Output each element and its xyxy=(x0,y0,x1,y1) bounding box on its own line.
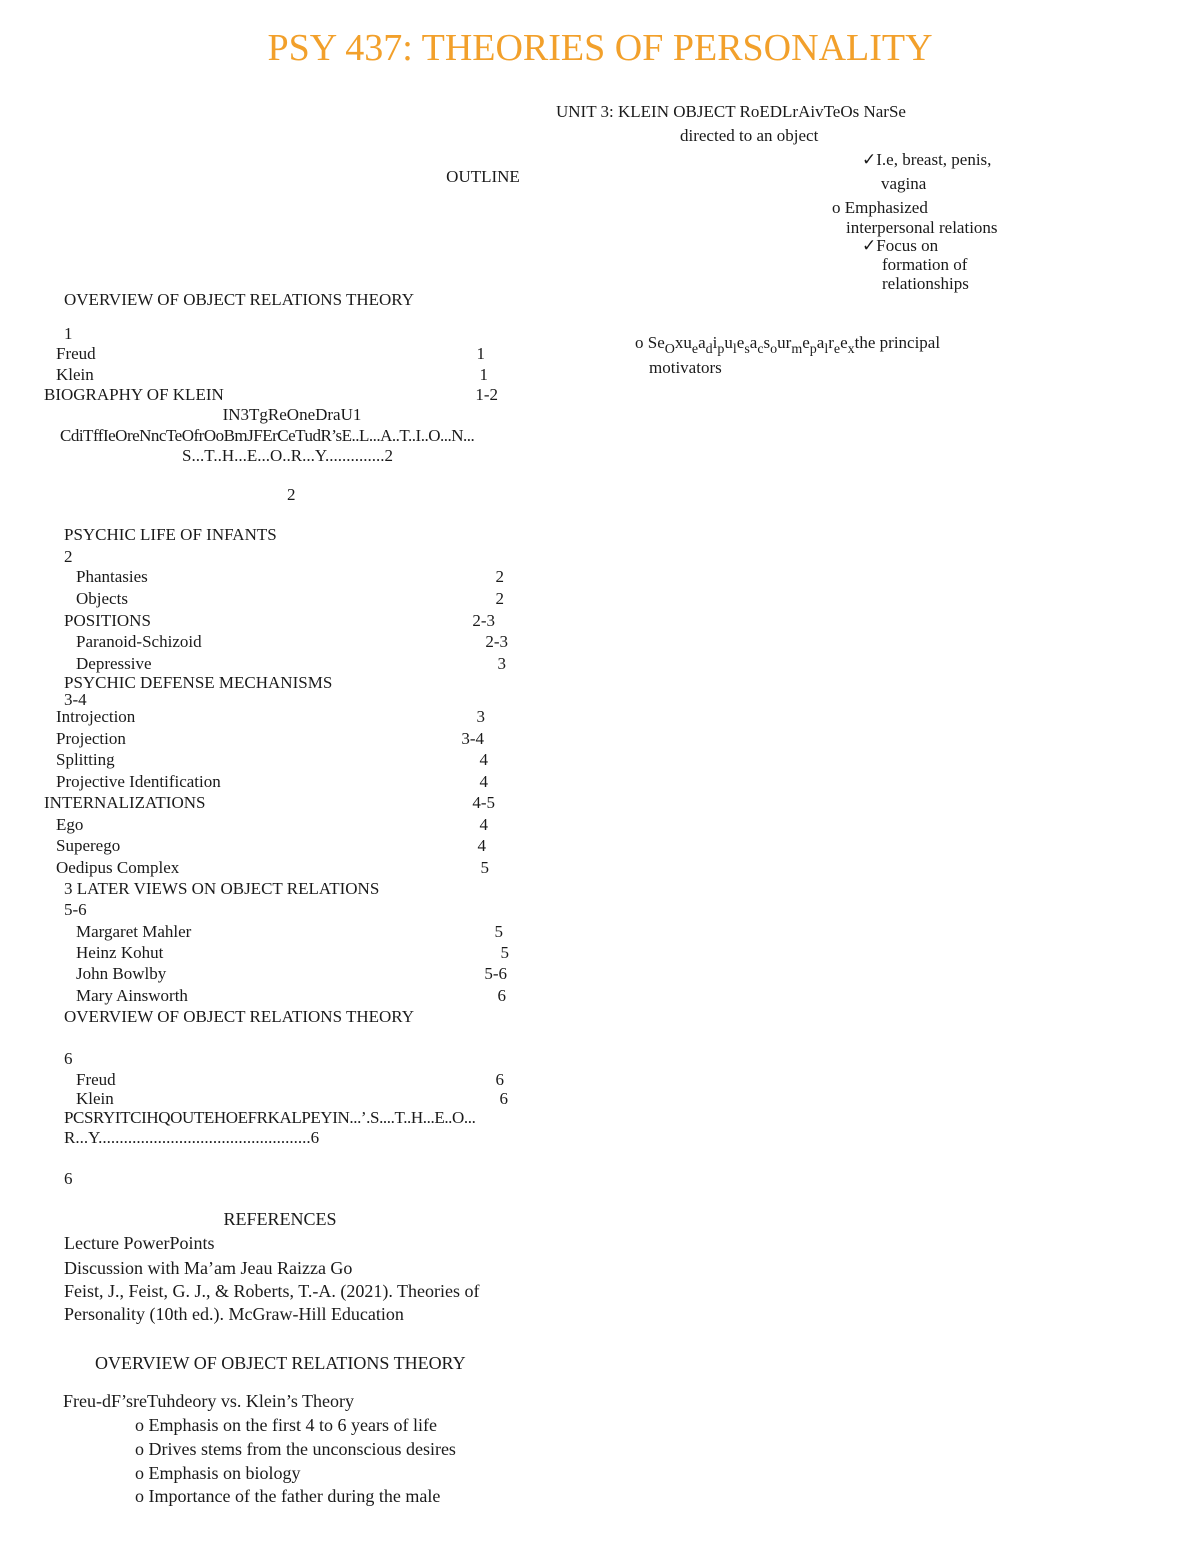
toc-phantasies-page: 2 xyxy=(495,567,504,586)
toc-garbled-1: IN3TgReOneDraU1 xyxy=(222,405,362,424)
bullet-glyph: u xyxy=(724,333,733,352)
right-line-1: directed to an object xyxy=(680,126,819,145)
toc-klein-1-page: 1 xyxy=(479,365,488,384)
bullet-glyph: a xyxy=(816,333,825,352)
section-bullet: o Emphasis on biology xyxy=(135,1463,301,1483)
bullet-subscript-glyph: m xyxy=(791,342,803,357)
toc-freud-1-page: 1 xyxy=(476,344,485,363)
toc-paranoid: Paranoid-Schizoid xyxy=(76,632,202,651)
bullet-subscript-glyph: o xyxy=(770,342,778,357)
toc-depressive-page: 3 xyxy=(497,654,506,673)
toc-defense: PSYCHIC DEFENSE MECHANISMS xyxy=(64,673,333,692)
bullet-subscript-glyph: d xyxy=(705,342,713,357)
toc-garbled-2: CdiTffIeOreNncTeOfrOoBmJFErCeTudR’sE..L...A..T..I..O...N... xyxy=(60,426,475,445)
bullet-subscript-glyph: x xyxy=(847,342,855,357)
toc-projection: Projection xyxy=(56,729,126,748)
toc-psychic-life: PSYCHIC LIFE OF INFANTS xyxy=(64,525,277,544)
references-heading: REFERENCES xyxy=(223,1209,337,1229)
right-bullet-1b: interpersonal relations xyxy=(846,218,998,237)
toc-objects-page: 2 xyxy=(495,589,504,608)
toc-garbled-3: S...T..H...E...O..R...Y..............2 xyxy=(182,446,393,465)
toc-garbled-5: R...Y..................................................6 xyxy=(64,1128,320,1147)
toc-later-views-page: 5-6 xyxy=(64,900,87,919)
toc-bowlby: John Bowlby xyxy=(76,964,167,983)
toc-overview-2-page: 6 xyxy=(64,1049,73,1068)
toc-defense-page: 3-4 xyxy=(64,690,87,709)
toc-positions: POSITIONS xyxy=(64,611,151,630)
toc-splitting-page: 4 xyxy=(479,750,488,769)
outline-heading: OUTLINE xyxy=(446,167,520,186)
right-bullet-1: o Emphasized xyxy=(832,198,928,217)
toc-overview-1-page: 1 xyxy=(64,324,73,343)
toc-kohut-page: 5 xyxy=(500,943,509,962)
document-title: PSY 437: THEORIES OF PERSONALITY xyxy=(267,27,933,69)
toc-splitting: Splitting xyxy=(56,750,115,769)
toc-mahler-page: 5 xyxy=(494,922,503,941)
bullet-subscript-glyph: l xyxy=(732,342,737,357)
bullet-lead-text: o Se xyxy=(635,333,665,352)
toc-freud-2: Freud xyxy=(76,1070,116,1089)
bullet-glyph: e xyxy=(802,333,810,352)
section-subheading: Freu-dF’sreTuhdeory vs. Klein’s Theory xyxy=(63,1391,354,1411)
toc-phantasies: Phantasies xyxy=(76,567,148,586)
right-check-2: ✓Focus on xyxy=(862,236,939,255)
toc-superego-page: 4 xyxy=(477,836,486,855)
section-bullet: o Importance of the father during the male xyxy=(135,1486,441,1506)
toc-projective: Projective Identification xyxy=(56,772,221,791)
reference-item: Personality (10th ed.). McGraw-Hill Education xyxy=(64,1304,404,1324)
section-bullet: o Emphasis on the first 4 to 6 years of life xyxy=(135,1415,437,1435)
toc-positions-page: 2-3 xyxy=(472,611,495,630)
bullet-glyph: ur xyxy=(777,333,792,352)
toc-introjection: Introjection xyxy=(56,707,136,726)
reference-item: Feist, J., Feist, G. J., & Roberts, T.-A. (2021). Theories of xyxy=(64,1281,480,1301)
toc-introjection-page: 3 xyxy=(476,707,485,726)
bullet-subscript-glyph: e xyxy=(691,342,699,357)
bullet-subscript-glyph: e xyxy=(833,342,841,357)
toc-psychic-life-page: 2 xyxy=(64,547,73,566)
bullet-subscript-glyph: l xyxy=(824,342,829,357)
right-bullet-2b: motivators xyxy=(649,358,722,377)
bullet-glyph: s xyxy=(763,333,771,352)
toc-internalizations-page: 4-5 xyxy=(472,793,495,812)
toc-garbled-4: PCSRYITCIHQOUTEHOEFRKALPEYIN...’.S....T..H...E..O... xyxy=(64,1108,476,1127)
right-bullet-2 xyxy=(635,333,940,355)
toc-klein-2: Klein xyxy=(76,1089,114,1108)
toc-biography-page: 1-2 xyxy=(475,385,498,404)
right-check-2c: relationships xyxy=(882,274,969,293)
toc-ego: Ego xyxy=(56,815,84,834)
unit-heading: UNIT 3: KLEIN OBJECT RoEDLrAivTeOs NarSe xyxy=(556,102,906,121)
section-bullet: o Drives stems from the unconscious desires xyxy=(135,1439,456,1459)
toc-kohut: Heinz Kohut xyxy=(76,943,164,962)
bullet-tail-text: the principal xyxy=(854,333,941,352)
toc-freud-2-page: 6 xyxy=(495,1070,504,1089)
toc-projection-page: 3-4 xyxy=(461,729,484,748)
section-heading: OVERVIEW OF OBJECT RELATIONS THEORY xyxy=(95,1353,466,1373)
toc-depressive: Depressive xyxy=(76,654,152,673)
toc-internalizations: INTERNALIZATIONS xyxy=(44,793,206,812)
bullet-glyph: i xyxy=(712,333,718,352)
toc-biography: BIOGRAPHY OF KLEIN xyxy=(44,385,224,404)
bullet-subscript-glyph: p xyxy=(717,342,725,357)
toc-ainsworth-page: 6 xyxy=(497,986,506,1005)
toc-mahler: Margaret Mahler xyxy=(76,922,192,941)
toc-superego: Superego xyxy=(56,836,121,855)
toc-klein-1: Klein xyxy=(56,365,94,384)
toc-freud-1: Freud xyxy=(56,344,96,363)
bullet-subscript-glyph: s xyxy=(744,342,750,357)
bullet-glyph: e xyxy=(736,333,745,352)
right-check-2b: formation of xyxy=(882,255,968,274)
bullet-glyph: a xyxy=(749,333,758,352)
bullet-glyph: a xyxy=(698,333,706,352)
bullet-subscript-glyph: p xyxy=(809,342,817,357)
right-check-1: ✓I.e, breast, penis, xyxy=(862,150,992,169)
toc-bowlby-page: 5-6 xyxy=(484,964,507,983)
reference-item: Lecture PowerPoints xyxy=(64,1233,215,1253)
toc-klein-2-page: 6 xyxy=(499,1089,508,1108)
toc-later-views: 3 LATER VIEWS ON OBJECT RELATIONS xyxy=(64,879,380,898)
toc-paranoid-page: 2-3 xyxy=(485,632,508,651)
toc-objects: Objects xyxy=(76,589,128,608)
toc-ego-page: 4 xyxy=(479,815,488,834)
toc-oedipus-page: 5 xyxy=(480,858,489,877)
toc-projective-page: 4 xyxy=(479,772,488,791)
bullet-glyph: r xyxy=(828,333,834,352)
bullet-subscript-glyph: O xyxy=(664,342,675,357)
toc-ainsworth: Mary Ainsworth xyxy=(76,986,188,1005)
toc-oedipus: Oedipus Complex xyxy=(56,858,180,877)
right-check-1b: vagina xyxy=(881,174,927,193)
bullet-subscript-glyph: c xyxy=(757,342,764,357)
toc-lone-page-6: 6 xyxy=(64,1169,73,1188)
toc-overview-1: OVERVIEW OF OBJECT RELATIONS THEORY xyxy=(64,290,414,309)
bullet-glyph: xu xyxy=(674,333,692,352)
reference-item: Discussion with Ma’am Jeau Raizza Go xyxy=(64,1258,353,1278)
toc-lone-page-2: 2 xyxy=(287,485,296,504)
bullet-glyph: e xyxy=(840,333,848,352)
toc-overview-2: OVERVIEW OF OBJECT RELATIONS THEORY xyxy=(64,1007,414,1026)
